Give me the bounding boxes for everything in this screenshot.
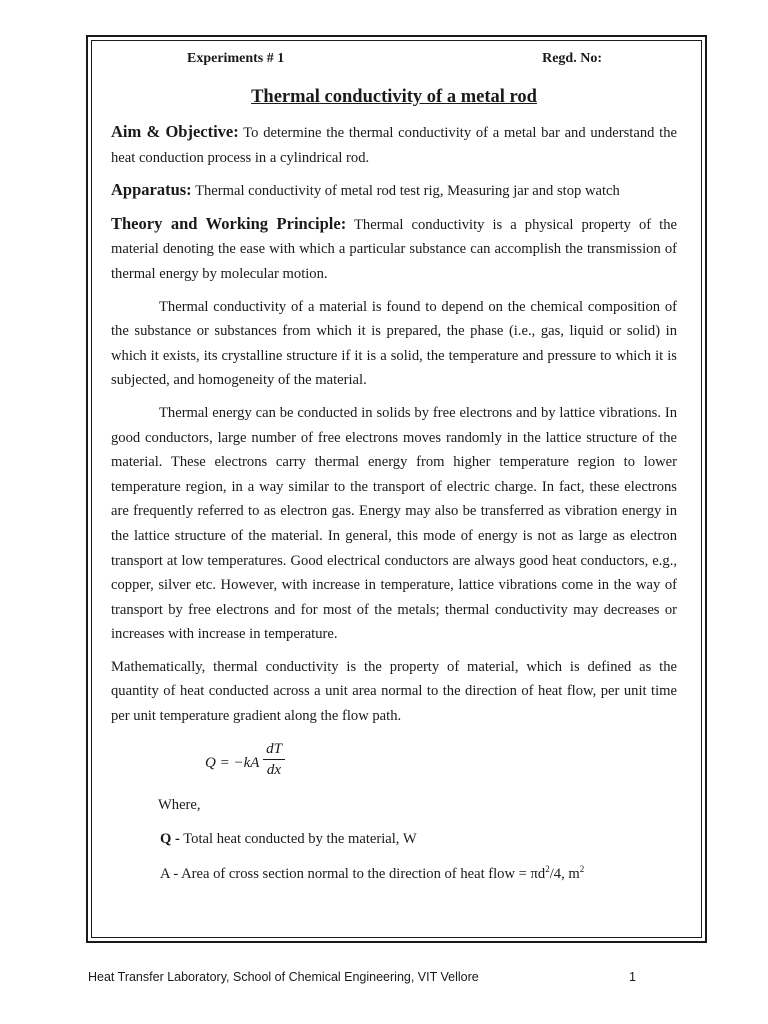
paragraph-definition: Mathematically, thermal conductivity is the property of material, which is defined as the quantity of heat conducted across a unit area normal to the direction of heat flow, per unit time per unit temperature gradient along the flow path.	[111, 658, 677, 725]
paragraph-electrons: Thermal energy can be conducted in solids by free electrons and by lattice vibrations. In good conductors, large number of free electrons moves randomly in the lattice structure of the material. These electrons carry thermal energy from higher temperature region to lower temperature region, in a way similar to the transport of electric charge. In fact, these electrons are frequently referred to as electron gas. Energy may also be transferred as vibration energy in the lattice structure of the material. In general, this mode of energy is not as large as electron transport at low temperatures. Good electrical conductors are always good heat conductors, e.g., copper, silver etc. However, with increase in temperature, lattice vibrations come in the way of transport by free electrons and for most of the metals; thermal conductivity may decreases or increases with increase in temperature.	[111, 404, 677, 643]
apparatus-section	[111, 178, 677, 204]
apparatus-label: Apparatus:	[111, 180, 192, 200]
header-row	[111, 44, 677, 74]
superscript-m: 2	[579, 863, 585, 874]
definition-a	[160, 862, 677, 887]
document-body	[111, 44, 677, 886]
regd-no: Regd. No:	[542, 51, 602, 66]
aim-text: To determine the thermal conductivity of a metal bar and understand the heat conduction process in a cylindrical rod.	[111, 125, 677, 166]
document-title: Thermal conductivity of a metal rod	[251, 87, 537, 107]
page-number: 1	[629, 970, 636, 984]
theory-text: Thermal conductivity is a physical property of the material denoting the ease with which a particular substance can accomplish the transmission of thermal energy by molecular motion.	[111, 216, 678, 282]
apparatus-text: Thermal conductivity of metal rod test rig, Measuring jar and stop watch	[195, 183, 620, 200]
equation-fraction	[263, 739, 285, 780]
definition-a-text: Area of cross section normal to the direction of heat flow = πd	[181, 865, 546, 882]
definition-q-symbol: Q -	[160, 831, 180, 848]
aim-label: Aim & Objective:	[111, 122, 239, 141]
footer-institution: Heat Transfer Laboratory, School of Chemical Engineering, VIT Vellore	[88, 970, 479, 984]
fourier-equation	[205, 739, 677, 789]
definition-q-text: Total heat conducted by the material, W	[183, 831, 417, 848]
where-label: Where,	[158, 796, 201, 813]
equation-denominator: dx	[266, 761, 282, 778]
definition-a-text-unit: /4, m	[549, 865, 580, 882]
experiment-number: Experiments # 1	[187, 51, 285, 66]
paragraph-composition: Thermal conductivity of a material is found to depend on the chemical composition of the substance or substances from which it is prepared, the phase (i.e., gas, liquid or solid) in which it exists, its crystalline structure if it is a solid, the temperature and pressure to which it is subjected, and homogeneity of the material.	[111, 298, 677, 389]
superscript-d: 2	[545, 863, 550, 874]
definition-q	[160, 827, 677, 852]
equation-numerator: dT	[266, 740, 282, 757]
page-footer	[88, 970, 636, 984]
equation-lhs: Q = −kA	[205, 754, 260, 771]
definition-a-symbol: A -	[160, 865, 179, 882]
aim-section	[111, 120, 677, 170]
theory-section	[111, 212, 677, 287]
theory-label: Theory and Working Principle:	[111, 213, 347, 233]
